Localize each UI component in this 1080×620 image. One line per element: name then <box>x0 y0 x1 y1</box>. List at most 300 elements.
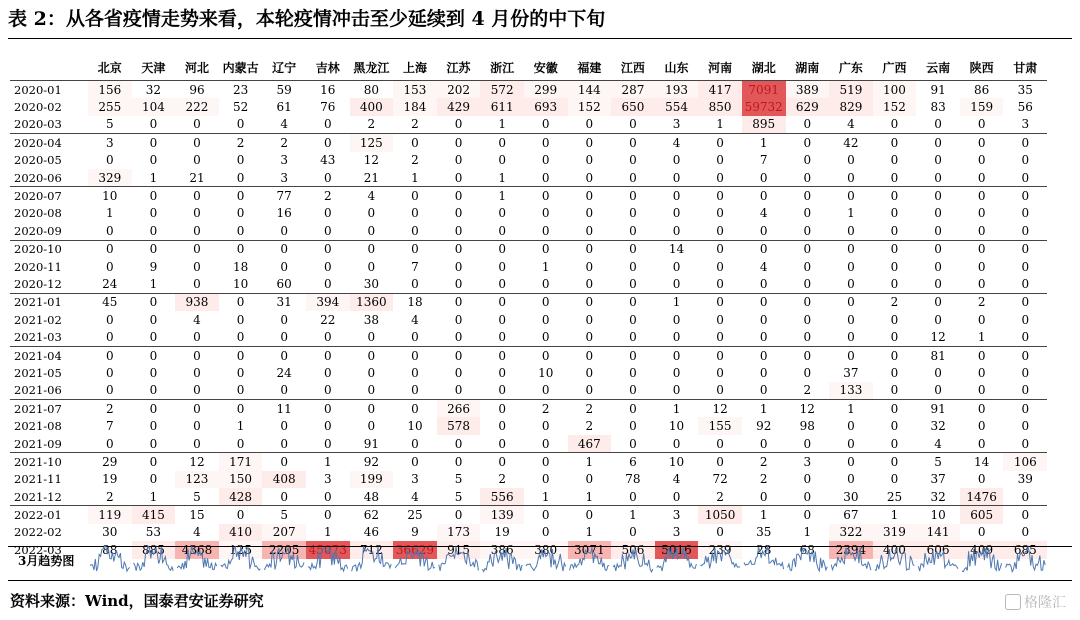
value-cell: 12 <box>799 401 815 416</box>
value-cell: 0 <box>393 435 437 453</box>
province-header: 广西 <box>873 54 917 81</box>
value-cell: 36629 <box>393 541 437 558</box>
table-row <box>10 417 1047 434</box>
value-cell: 19 <box>494 525 510 540</box>
value-cell: 0 <box>716 259 724 274</box>
value-cell: 0 <box>829 275 873 293</box>
value-cell: 0 <box>803 242 812 257</box>
table-row <box>10 382 1047 400</box>
table-row <box>10 116 1047 134</box>
value-cell: 31 <box>276 295 292 310</box>
table-row <box>10 98 1047 115</box>
value-cell: 0 <box>132 382 176 400</box>
value-cell: 629 <box>786 98 830 115</box>
value-cell: 0 <box>367 242 376 257</box>
table-row <box>10 81 1047 99</box>
value-cell: 2 <box>585 401 594 416</box>
value-cell: 2 <box>236 135 245 150</box>
value-cell: 1 <box>236 419 245 434</box>
value-cell: 0 <box>890 135 899 150</box>
value-cell: 0 <box>454 189 463 204</box>
value-cell: 0 <box>890 153 899 168</box>
table-row <box>10 435 1047 453</box>
value-cell: 0 <box>411 135 419 150</box>
value-cell: 0 <box>934 153 942 168</box>
province-header: 江苏 <box>437 54 481 81</box>
value-cell: 4 <box>916 435 960 453</box>
value-cell: 0 <box>105 312 114 327</box>
value-cell: 650 <box>611 98 655 115</box>
value-cell: 59 <box>276 82 292 97</box>
value-cell: 0 <box>350 328 394 346</box>
value-cell: 10 <box>219 275 263 293</box>
value-cell: 0 <box>977 206 986 221</box>
value-cell: 0 <box>480 328 524 346</box>
value-cell: 0 <box>873 328 917 346</box>
value-cell: 88 <box>102 542 118 557</box>
row-month: 2021-08 <box>14 419 62 434</box>
value-cell: 2 <box>786 382 830 400</box>
value-cell: 0 <box>193 365 201 380</box>
value-cell: 389 <box>786 81 830 99</box>
value-cell: 0 <box>786 435 830 453</box>
value-cell: 0 <box>193 348 201 363</box>
table-row <box>10 328 1047 346</box>
value-cell: 10 <box>668 419 685 434</box>
value-cell: 0 <box>411 454 419 469</box>
value-cell: 0 <box>132 328 176 346</box>
row-month: 2021-07 <box>14 401 62 416</box>
value-cell: 0 <box>629 365 637 380</box>
value-cell: 0 <box>541 472 550 487</box>
value-cell: 4 <box>367 189 376 204</box>
value-cell: 0 <box>611 382 655 400</box>
value-cell: 29 <box>102 454 118 469</box>
table-title: 表 2：从各省疫情走势来看，本轮疫情冲击至少延续到 4 月份的中下旬 <box>8 8 606 30</box>
value-cell: 19 <box>102 472 118 487</box>
value-cell: 67 <box>843 508 859 523</box>
value-cell: 0 <box>367 206 376 221</box>
value-cell: 0 <box>716 312 724 327</box>
row-month: 2020-09 <box>10 222 88 240</box>
value-cell: 0 <box>1003 275 1047 293</box>
value-cell: 0 <box>236 242 245 257</box>
value-cell: 61 <box>276 100 292 115</box>
value-cell: 0 <box>742 222 786 240</box>
value-cell: 0 <box>454 348 463 363</box>
value-cell: 1 <box>847 401 855 416</box>
value-cell: 0 <box>916 169 960 187</box>
value-cell: 2 <box>541 401 550 416</box>
value-cell: 199 <box>350 471 394 488</box>
value-cell: 0 <box>847 259 855 274</box>
table-row <box>10 293 1047 311</box>
value-cell: 0 <box>262 382 306 400</box>
value-cell: 0 <box>105 242 114 257</box>
value-cell: 0 <box>306 435 350 453</box>
value-cell: 1050 <box>698 506 742 524</box>
row-month: 2020-02 <box>14 100 62 115</box>
value-cell: 0 <box>193 259 201 274</box>
value-cell: 299 <box>524 81 568 99</box>
province-header: 辽宁 <box>262 54 306 81</box>
value-cell: 0 <box>411 365 419 380</box>
value-cell: 0 <box>306 328 350 346</box>
value-cell: 0 <box>149 242 158 257</box>
value-cell: 15 <box>189 508 205 523</box>
value-cell: 0 <box>1021 401 1030 416</box>
value-cell: 0 <box>236 312 245 327</box>
value-cell: 895 <box>742 116 786 134</box>
value-cell: 11 <box>276 401 292 416</box>
value-cell: 0 <box>480 275 524 293</box>
trend-line <box>1006 547 1046 572</box>
value-cell: 0 <box>742 328 786 346</box>
value-cell: 1360 <box>350 293 394 311</box>
value-cell: 2 <box>977 295 986 310</box>
value-cell: 0 <box>934 206 942 221</box>
value-cell: 141 <box>916 524 960 541</box>
trend-line <box>308 548 348 571</box>
value-cell: 0 <box>629 312 637 327</box>
value-cell: 0 <box>847 189 855 204</box>
value-cell: 0 <box>219 222 263 240</box>
value-cell: 10 <box>668 454 685 469</box>
province-header: 福建 <box>568 54 612 81</box>
value-cell: 554 <box>655 98 699 115</box>
value-cell: 45073 <box>306 541 350 558</box>
value-cell: 3 <box>672 508 681 523</box>
value-cell: 0 <box>454 242 463 257</box>
value-cell: 410 <box>219 524 263 541</box>
value-cell: 0 <box>219 382 263 400</box>
value-cell: 0 <box>568 116 612 134</box>
value-cell: 0 <box>367 348 376 363</box>
value-cell: 43 <box>320 153 336 168</box>
value-cell: 3 <box>1003 116 1047 134</box>
value-cell: 0 <box>149 472 158 487</box>
value-cell: 1 <box>759 401 768 416</box>
value-cell: 0 <box>175 222 219 240</box>
value-cell: 578 <box>437 417 481 434</box>
value-cell: 0 <box>323 365 332 380</box>
value-cell: 0 <box>742 169 786 187</box>
value-cell: 0 <box>132 222 176 240</box>
value-cell: 0 <box>1021 259 1030 274</box>
value-cell: 0 <box>105 348 114 363</box>
row-month: 2021-09 <box>10 435 88 453</box>
value-cell: 0 <box>611 116 655 134</box>
value-cell: 0 <box>393 328 437 346</box>
value-cell: 12 <box>916 328 960 346</box>
value-cell: 139 <box>480 506 524 524</box>
value-cell: 938 <box>175 293 219 311</box>
value-cell: 0 <box>541 348 550 363</box>
row-month: 2020-12 <box>10 275 88 293</box>
value-cell: 0 <box>454 312 463 327</box>
table-row <box>10 311 1047 328</box>
value-cell: 0 <box>934 189 942 204</box>
value-cell: 0 <box>350 382 394 400</box>
value-cell: 0 <box>262 435 306 453</box>
table-row <box>10 205 1047 222</box>
table-row <box>10 524 1047 541</box>
value-cell: 144 <box>568 81 612 99</box>
value-cell: 0 <box>742 275 786 293</box>
value-cell: 1 <box>132 275 176 293</box>
header-row <box>10 54 1047 81</box>
value-cell: 0 <box>1021 295 1030 310</box>
value-cell: 18 <box>232 259 249 274</box>
value-cell: 0 <box>105 259 114 274</box>
row-month: 2020-10 <box>14 242 62 257</box>
value-cell: 1 <box>890 508 899 523</box>
value-cell: 1 <box>585 454 594 469</box>
value-cell: 0 <box>175 275 219 293</box>
value-cell: 96 <box>189 82 205 97</box>
value-cell: 0 <box>367 419 376 434</box>
value-cell: 0 <box>323 419 332 434</box>
value-cell: 0 <box>193 135 201 150</box>
value-cell: 4 <box>759 206 768 221</box>
trend-line <box>221 547 261 570</box>
value-cell: 712 <box>350 541 394 558</box>
value-cell: 0 <box>803 135 812 150</box>
value-cell: 0 <box>847 242 855 257</box>
value-cell: 0 <box>916 382 960 400</box>
value-cell: 0 <box>759 189 768 204</box>
value-cell: 0 <box>541 153 550 168</box>
value-cell: 0 <box>847 348 855 363</box>
value-cell: 0 <box>611 488 655 506</box>
value-cell: 0 <box>672 206 681 221</box>
province-header: 河北 <box>175 54 219 81</box>
trend-line <box>700 548 740 569</box>
value-cell: 0 <box>585 295 594 310</box>
value-cell: 0 <box>629 295 637 310</box>
row-month: 2020-04 <box>14 135 62 150</box>
value-cell: 18 <box>407 295 423 310</box>
value-cell: 0 <box>105 365 114 380</box>
value-cell: 0 <box>236 348 245 363</box>
value-cell: 0 <box>149 153 158 168</box>
value-cell: 605 <box>960 506 1004 524</box>
value-cell: 0 <box>149 135 158 150</box>
value-cell: 0 <box>306 275 350 293</box>
value-cell: 0 <box>306 222 350 240</box>
value-cell: 606 <box>916 541 960 558</box>
value-cell: 12 <box>712 401 728 416</box>
value-cell: 0 <box>890 419 899 434</box>
value-cell: 156 <box>88 81 132 99</box>
value-cell: 0 <box>541 206 550 221</box>
value-cell: 0 <box>262 222 306 240</box>
value-cell: 0 <box>960 222 1004 240</box>
value-cell: 0 <box>829 222 873 240</box>
value-cell: 4 <box>672 135 681 150</box>
bottom-rule <box>8 580 1072 581</box>
value-cell: 0 <box>88 328 132 346</box>
value-cell: 0 <box>977 365 986 380</box>
value-cell: 0 <box>498 135 506 150</box>
value-cell: 4 <box>759 259 768 274</box>
value-cell: 91 <box>350 435 394 453</box>
watermark-logo-icon <box>1005 594 1021 610</box>
value-cell: 0 <box>890 454 899 469</box>
value-cell: 0 <box>132 116 176 134</box>
value-cell: 0 <box>524 435 568 453</box>
value-cell: 0 <box>524 382 568 400</box>
value-cell: 1 <box>541 259 550 274</box>
value-cell: 1 <box>672 295 681 310</box>
value-cell: 0 <box>629 153 637 168</box>
value-cell: 12 <box>189 454 205 469</box>
value-cell: 150 <box>219 471 263 488</box>
value-cell: 266 <box>437 400 481 418</box>
value-cell: 0 <box>1003 222 1047 240</box>
value-cell: 0 <box>306 488 350 506</box>
value-cell: 0 <box>934 259 942 274</box>
value-cell: 5016 <box>655 541 699 558</box>
value-cell: 0 <box>672 189 681 204</box>
value-cell: 409 <box>960 541 1004 558</box>
value-cell: 685 <box>1003 541 1047 558</box>
value-cell: 0 <box>393 275 437 293</box>
table-row <box>10 364 1047 381</box>
value-cell: 572 <box>480 81 524 99</box>
value-cell: 52 <box>232 100 249 115</box>
value-cell: 0 <box>960 275 1004 293</box>
value-cell: 202 <box>437 81 481 99</box>
value-cell: 0 <box>323 259 332 274</box>
value-cell: 0 <box>568 328 612 346</box>
value-cell: 0 <box>934 295 942 310</box>
value-cell: 0 <box>149 312 158 327</box>
value-cell: 25 <box>407 508 423 523</box>
value-cell: 0 <box>698 169 742 187</box>
value-cell: 0 <box>149 206 158 221</box>
value-cell: 30 <box>829 488 873 506</box>
value-cell: 0 <box>716 454 724 469</box>
value-cell: 0 <box>890 206 899 221</box>
value-cell: 0 <box>672 312 681 327</box>
value-cell: 32 <box>916 488 960 506</box>
value-cell: 0 <box>803 259 812 274</box>
value-cell: 0 <box>454 508 463 523</box>
value-cell: 0 <box>88 382 132 400</box>
trend-line <box>439 547 479 571</box>
value-cell: 207 <box>262 524 306 541</box>
value-cell: 0 <box>350 222 394 240</box>
table-row <box>10 134 1047 152</box>
value-cell: 28 <box>756 542 772 557</box>
value-cell: 0 <box>262 328 306 346</box>
table-row <box>10 400 1047 418</box>
value-cell: 35 <box>756 525 772 540</box>
value-cell: 322 <box>829 524 873 541</box>
value-cell: 77 <box>276 189 292 204</box>
value-cell: 287 <box>611 81 655 99</box>
value-cell: 0 <box>1021 189 1030 204</box>
value-cell: 0 <box>149 348 158 363</box>
value-cell: 0 <box>742 435 786 453</box>
value-cell: 1 <box>672 401 681 416</box>
value-cell: 123 <box>175 471 219 488</box>
value-cell: 0 <box>541 525 550 540</box>
value-cell: 0 <box>367 259 376 274</box>
value-cell: 0 <box>716 206 724 221</box>
value-cell: 7 <box>759 153 768 168</box>
table-row <box>10 453 1047 471</box>
trend-label: 3月趋势图 <box>18 554 75 568</box>
province-header: 陕西 <box>960 54 1004 81</box>
value-cell: 0 <box>629 525 637 540</box>
value-cell: 10 <box>102 189 118 204</box>
value-cell: 0 <box>873 169 917 187</box>
value-cell: 0 <box>803 312 812 327</box>
value-cell: 14 <box>974 454 990 469</box>
value-cell: 0 <box>1021 525 1030 540</box>
row-month: 2021-12 <box>10 488 88 506</box>
trend-line <box>788 548 828 572</box>
value-cell: 0 <box>1021 135 1030 150</box>
value-cell: 0 <box>411 348 419 363</box>
value-cell: 152 <box>873 98 917 115</box>
value-cell: 1 <box>105 206 114 221</box>
province-header: 广东 <box>829 54 873 81</box>
value-cell: 0 <box>175 116 219 134</box>
value-cell: 119 <box>88 506 132 524</box>
value-cell: 1 <box>393 169 437 187</box>
trend-line <box>875 548 915 570</box>
trend-line <box>264 548 304 570</box>
value-cell: 0 <box>698 382 742 400</box>
value-cell: 0 <box>759 348 768 363</box>
value-cell: 0 <box>541 295 550 310</box>
value-cell: 91 <box>930 82 946 97</box>
province-header: 云南 <box>916 54 960 81</box>
value-cell: 81 <box>930 348 946 363</box>
province-header: 山东 <box>655 54 699 81</box>
value-cell: 885 <box>132 541 176 558</box>
trend-line <box>177 546 217 569</box>
table-row <box>10 222 1047 240</box>
value-cell: 0 <box>498 153 506 168</box>
value-cell: 0 <box>306 116 350 134</box>
value-cell: 0 <box>890 365 899 380</box>
value-cell: 4 <box>411 312 419 327</box>
value-cell: 0 <box>803 365 812 380</box>
value-cell: 0 <box>629 206 637 221</box>
value-cell: 0 <box>803 189 812 204</box>
row-month: 2020-01 <box>14 82 62 97</box>
trend-line <box>395 548 435 570</box>
trend-line <box>744 546 784 569</box>
value-cell: 45 <box>102 295 118 310</box>
value-cell: 0 <box>367 365 376 380</box>
value-cell: 0 <box>411 189 419 204</box>
value-cell: 2 <box>105 401 114 416</box>
row-month: 2020-11 <box>14 259 62 274</box>
value-cell: 2 <box>890 295 899 310</box>
value-cell: 0 <box>759 295 768 310</box>
value-cell: 0 <box>541 419 550 434</box>
value-cell: 0 <box>873 275 917 293</box>
value-cell: 0 <box>88 222 132 240</box>
table-body <box>10 81 1047 559</box>
value-cell: 408 <box>262 471 306 488</box>
value-cell: 0 <box>759 312 768 327</box>
